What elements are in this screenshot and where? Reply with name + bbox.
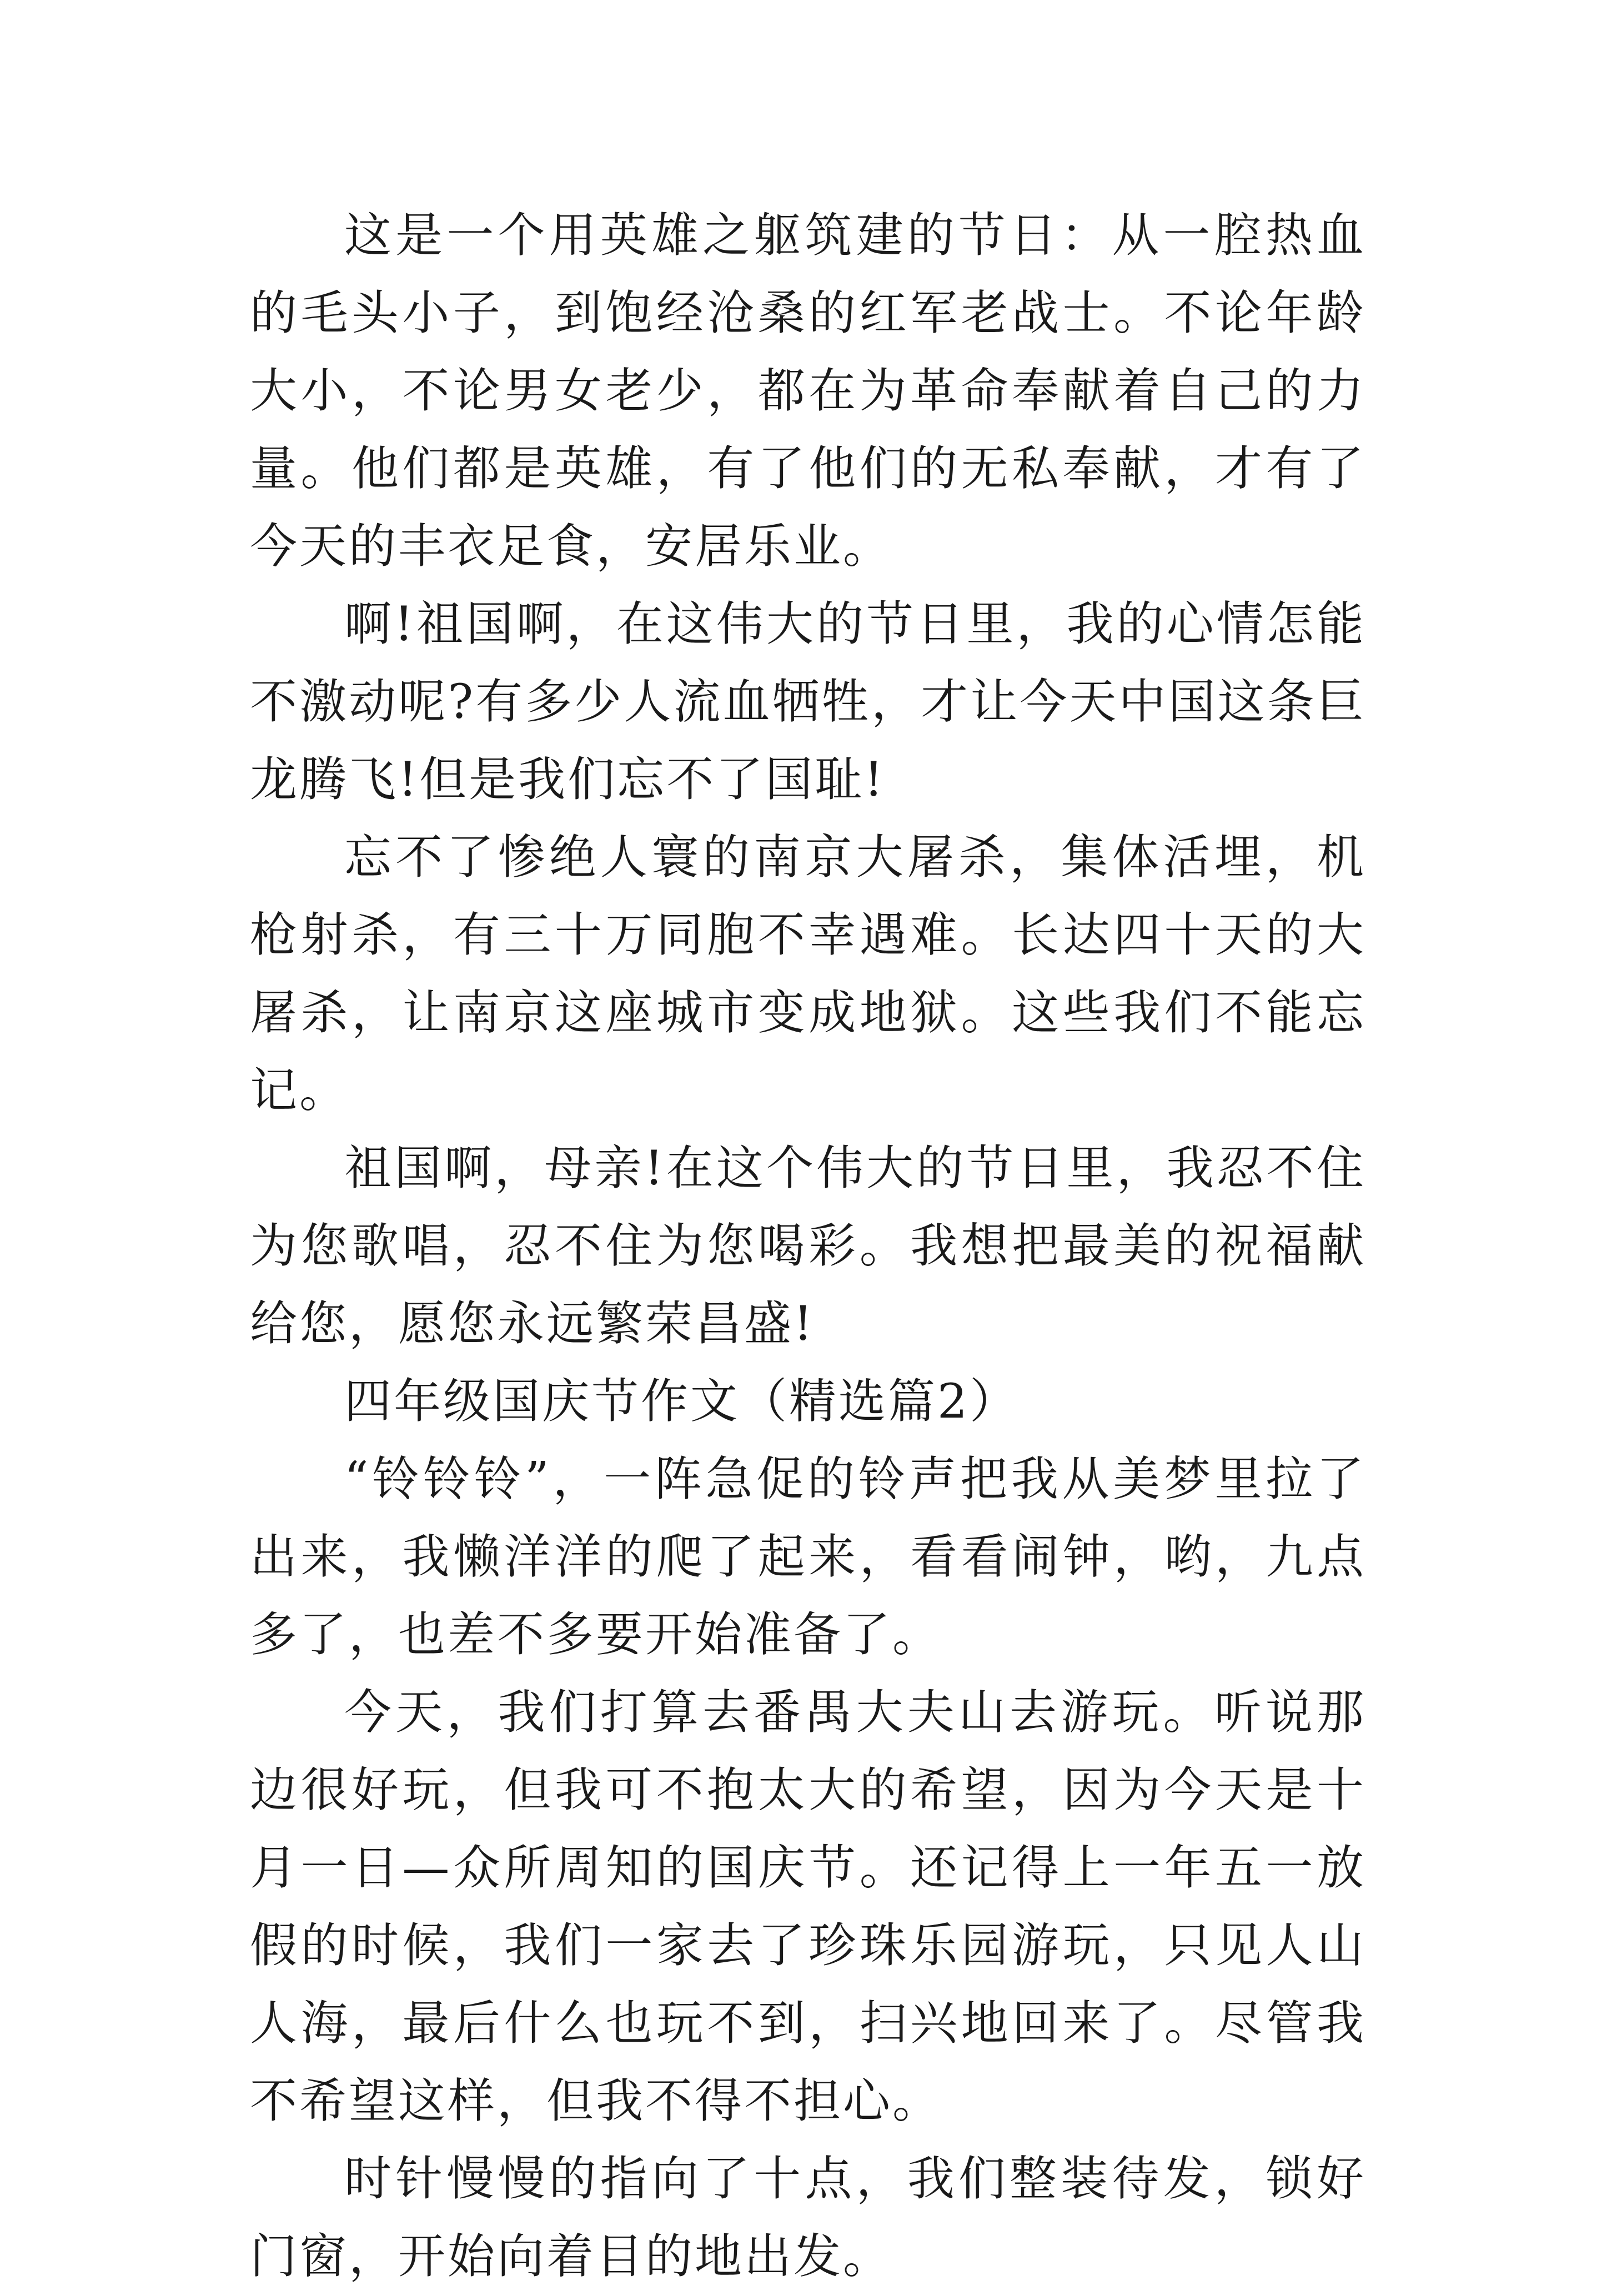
paragraph: 啊!祖国啊，在这伟大的节日里，我的心情怎能不激动呢?有多少人流血牺牲，才让今天中国这条巨龙腾飞!但是我们忘不了国耻! [250,597,1366,807]
paragraph: 祖国啊，母亲!在这个伟大的节日里，我忍不住为您歌唱，忍不住为您喝彩。我想把最美的祝福献给您，愿您永远繁荣昌盛! [250,1141,1366,1352]
paragraph: 这是一个用英雄之躯筑建的节日：从一腔热血的毛头小子，到饱经沧桑的红军老战士。不论年龄大小，不论男女老少，都在为革命奉献着自己的力量。他们都是英雄，有了他们的无私奉献，才有了今天的丰衣足食，安居乐业。 [250,208,1366,574]
paragraph: 时针慢慢的指向了十点，我们整装待发，锁好门窗，开始向着目的地出发。 [250,2152,1366,2284]
paragraph: 忘不了惨绝人寰的南京大屠杀，集体活埋，机枪射杀，有三十万同胞不幸遇难。长达四十天的大屠杀，让南京这座城市变成地狱。这些我们不能忘记。 [250,830,1366,1118]
section-title: 四年级国庆节作文（精选篇2） [344,1374,1020,1429]
document-body [250,197,1366,2296]
paragraph: 今天，我们打算去番禺大夫山去游玩。听说那边很好玩，但我可不抱太大的希望，因为今天是十月一日—众所周知的国庆节。还记得上一年五一放假的时候，我们一家去了珍珠乐园游玩，只见人山人海，最后什么也玩不到，扫兴地回来了。尽管我不希望这样，但我不得不担心。 [250,1685,1366,2129]
paragraph: “铃铃铃”，一阵急促的铃声把我从美梦里拉了出来，我懒洋洋的爬了起来，看看闹钟，哟，九点多了，也差不多要开始准备了。 [250,1452,1366,1662]
